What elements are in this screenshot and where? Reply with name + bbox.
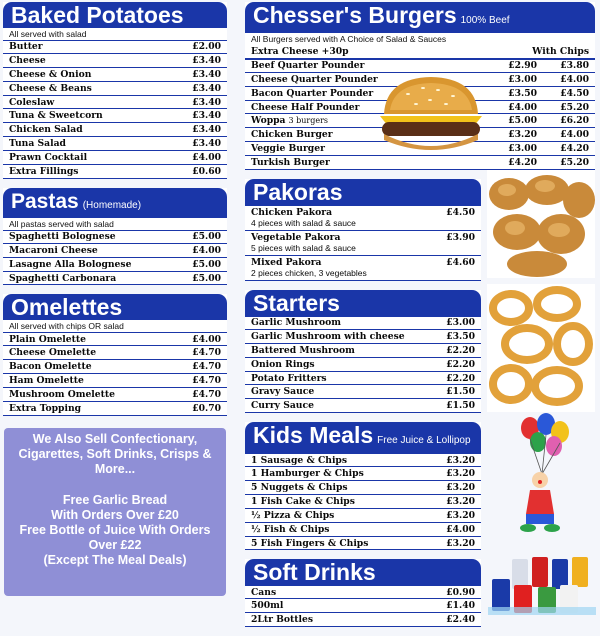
pakoras-section	[245, 179, 481, 281]
menu-item-row	[3, 258, 227, 272]
item-name: Cheese	[9, 54, 46, 66]
menu-item-row	[245, 316, 481, 330]
item-price: £5.00	[192, 258, 221, 270]
item-name: 5 Fish Fingers & Chips	[251, 537, 369, 549]
section-title: Pakoras	[245, 179, 481, 205]
item-name: Tuna Salad	[9, 138, 66, 150]
item-price: £4.00	[446, 523, 475, 535]
item-price: £1.50	[446, 400, 475, 412]
menu-item-row	[3, 388, 227, 402]
item-price: £3.20	[446, 509, 475, 521]
promo-line: (Except The Meal Deals)	[43, 553, 187, 567]
item-name: Bacon Quarter Pounder	[251, 87, 374, 99]
item-name: Onion Rings	[251, 358, 315, 370]
item-price: £3.50	[508, 87, 537, 99]
item-name: ½ Fish & Chips	[251, 523, 330, 535]
item-price: £3.20	[446, 468, 475, 480]
burger-row	[245, 156, 595, 170]
item-price: £1.40	[446, 600, 475, 612]
promo-lines-2	[4, 493, 226, 568]
item-price: £3.40	[192, 138, 221, 150]
burger-prices	[485, 157, 589, 168]
section-header	[3, 188, 227, 218]
section-note: All Burgers served with A Choice of Salad & Sauces	[251, 34, 447, 44]
item-price: £3.20	[446, 495, 475, 507]
burger-name-cell	[251, 129, 333, 140]
menu-item-row	[245, 509, 481, 523]
burger-name-cell	[251, 74, 378, 85]
promo-line: Cigarettes, Soft Drinks, Crisps &	[18, 447, 212, 461]
menu-item-row	[245, 495, 481, 509]
menu-item-row	[245, 385, 481, 399]
item-name: 1 Sausage & Chips	[251, 454, 348, 466]
item-price: £3.40	[192, 54, 221, 66]
item-name: 5 Nuggets & Chips	[251, 481, 348, 493]
item-price: £3.40	[192, 68, 221, 80]
item-name: Plain Omelette	[9, 333, 86, 345]
menu-item-row	[3, 40, 227, 54]
item-price: £0.90	[446, 586, 475, 598]
item-price: £2.20	[446, 372, 475, 384]
item-price-with-chips: £4.00	[560, 73, 589, 85]
section-subtitle: 100% Beef	[460, 15, 510, 26]
section-subtitle: Free Juice & Lollipop	[377, 435, 471, 447]
item-price-with-chips: £6.20	[560, 115, 589, 127]
item-detail: 3 burgers	[288, 116, 329, 126]
promo-line: More...	[94, 462, 136, 476]
item-name: Butter	[9, 41, 43, 53]
item-name: Veggie Burger	[251, 143, 325, 155]
item-price: £4.20	[508, 157, 537, 169]
item-price: £3.50	[446, 330, 475, 342]
promo-line: Free Bottle of Juice With Orders	[19, 523, 211, 537]
pakora-top	[251, 257, 475, 268]
item-price: £2.90	[508, 60, 537, 72]
item-name: Tuna & Sweetcorn	[9, 110, 103, 122]
item-name: Potato Fritters	[251, 372, 327, 384]
burger-prices	[485, 115, 589, 126]
item-price: £3.00	[446, 317, 475, 329]
promo-line: Over £22	[88, 538, 142, 552]
pakora-row	[245, 256, 481, 281]
item-name: Cheese Quarter Pounder	[251, 73, 378, 85]
menu-item-row	[3, 272, 227, 286]
burger-image	[378, 74, 484, 156]
item-name: Vegetable Pakora	[251, 232, 341, 244]
item-name: Battered Mushroom	[251, 344, 355, 356]
extra-cheese-label: Extra Cheese +30p	[251, 45, 349, 57]
menu-item-row	[245, 358, 481, 372]
item-price-with-chips: £4.00	[560, 129, 589, 141]
pakora-top	[251, 207, 475, 218]
section-note: All pastas served with salad	[9, 218, 114, 229]
menu-item-row	[245, 523, 481, 537]
item-price: £4.70	[192, 347, 221, 359]
menu-item-row	[245, 481, 481, 495]
menu-item-row	[245, 613, 481, 627]
menu-list	[3, 40, 227, 179]
section-title: Baked Potatoes	[3, 2, 227, 28]
starters-section	[245, 290, 481, 413]
clown-balloons-image	[510, 414, 580, 534]
item-name: Woppa	[251, 115, 286, 127]
item-price: £3.00	[508, 143, 537, 155]
menu-item-row	[3, 68, 227, 82]
burger-name-cell	[251, 157, 330, 168]
burger-name-cell	[251, 88, 373, 99]
item-name: Extra Fillings	[9, 165, 79, 177]
menu-item-row	[3, 230, 227, 244]
item-price: £2.20	[446, 358, 475, 370]
burger-prices	[485, 74, 589, 85]
menu-item-row	[245, 372, 481, 386]
section-note: All served with salad	[9, 29, 87, 39]
menu-item-row	[3, 54, 227, 68]
item-name: Lasagne Alla Bolognese	[9, 258, 132, 270]
item-name: 1 Hamburger & Chips	[251, 468, 364, 480]
section-title: Soft Drinks	[245, 559, 481, 585]
item-price: £3.20	[446, 454, 475, 466]
pakora-image	[487, 170, 595, 278]
soft-drinks-section	[245, 559, 481, 627]
item-price: £5.00	[508, 115, 537, 127]
menu-list	[245, 585, 481, 627]
menu-item-row	[3, 96, 227, 110]
item-price: £4.70	[192, 388, 221, 400]
burger-header-row	[245, 45, 595, 59]
menu-item-row	[3, 137, 227, 151]
item-price: £2.00	[192, 41, 221, 53]
section-title: Chesser's Burgers	[253, 2, 457, 28]
item-price-with-chips: £5.20	[560, 157, 589, 169]
item-name: Bacon Omelette	[9, 361, 92, 373]
item-name: Ham Omelette	[9, 375, 84, 387]
burger-prices	[485, 88, 589, 99]
item-name: Macaroni Cheese	[9, 244, 98, 256]
item-name: 1 Fish Cake & Chips	[251, 495, 355, 507]
item-price: £4.00	[192, 333, 221, 345]
item-price: £1.50	[446, 386, 475, 398]
section-note: All served with chips OR salad	[9, 321, 124, 332]
menu-item-row	[245, 453, 481, 467]
item-price: £5.00	[192, 231, 221, 243]
item-price: £3.20	[508, 129, 537, 141]
item-price: £3.90	[446, 232, 475, 244]
item-price: £3.20	[446, 481, 475, 493]
item-price: £0.70	[192, 402, 221, 414]
menu-item-row	[245, 330, 481, 344]
menu-item-row	[3, 374, 227, 388]
burger-prices	[485, 102, 589, 113]
item-name: Curry Sauce	[251, 400, 314, 412]
item-description: 2 pieces chicken, 3 vegetables	[251, 268, 367, 279]
menu-item-row	[245, 467, 481, 481]
promo-box	[4, 428, 226, 596]
menu-list	[3, 230, 227, 286]
item-name: Beef Quarter Pounder	[251, 60, 365, 72]
burger-name-cell	[251, 60, 364, 71]
item-name: 500ml	[251, 600, 284, 612]
item-name: Spaghetti Bolognese	[9, 231, 116, 243]
omelettes-section	[3, 294, 227, 415]
burger-prices	[485, 143, 589, 154]
menu-list	[245, 316, 481, 413]
pakora-list	[245, 205, 481, 281]
menu-item-row	[3, 244, 227, 258]
item-price: £4.00	[192, 244, 221, 256]
promo-line: We Also Sell Confectionary,	[32, 432, 198, 446]
section-title: Starters	[245, 290, 481, 316]
menu-item-row	[245, 585, 481, 599]
menu-item-row	[3, 82, 227, 96]
section-title: Omelettes	[3, 294, 227, 320]
promo-line: With Orders Over £20	[51, 508, 179, 522]
section-header	[245, 2, 595, 33]
baked-potatoes-section	[3, 2, 227, 179]
burger-name-cell	[251, 143, 325, 154]
burger-row	[245, 59, 595, 73]
item-price: £0.60	[192, 165, 221, 177]
item-price: £3.40	[192, 82, 221, 94]
item-description: 4 pieces with salad & sauce	[251, 218, 356, 229]
item-name: Cheese Omelette	[9, 347, 97, 359]
item-price: £2.20	[446, 344, 475, 356]
burger-prices	[485, 60, 589, 71]
pakora-row	[245, 205, 481, 231]
pakora-row	[245, 231, 481, 256]
menu-item-row	[245, 599, 481, 613]
item-price: £4.70	[192, 375, 221, 387]
menu-item-row	[3, 109, 227, 123]
menu-list	[3, 332, 227, 415]
promo-line: Free Garlic Bread	[62, 493, 168, 507]
item-price-with-chips: £4.20	[560, 143, 589, 155]
left-column	[3, 2, 227, 425]
burger-name-cell	[251, 115, 328, 126]
item-name: Spaghetti Carbonara	[9, 272, 117, 284]
item-name: Mixed Pakora	[251, 257, 322, 269]
menu-item-row	[245, 344, 481, 358]
item-description: 5 pieces with salad & sauce	[251, 243, 356, 254]
burger-name-cell	[251, 102, 359, 113]
burger-prices	[485, 129, 589, 140]
menu-list	[245, 453, 481, 550]
item-name: Prawn Cocktail	[9, 152, 88, 164]
menu-item-row	[3, 402, 227, 416]
item-name: Chicken Burger	[251, 129, 333, 141]
cans-image	[488, 555, 596, 615]
menu-item-row	[3, 360, 227, 374]
item-price: £4.60	[446, 257, 475, 269]
item-price: £5.00	[192, 272, 221, 284]
item-name: Coleslaw	[9, 96, 55, 108]
promo-lines-1	[4, 432, 226, 477]
pakora-top	[251, 232, 475, 243]
item-price: £4.00	[508, 101, 537, 113]
item-name: Cans	[251, 586, 277, 598]
item-price: £3.00	[508, 73, 537, 85]
menu-item-row	[3, 346, 227, 360]
menu-item-row	[3, 151, 227, 165]
menu-item-row	[3, 123, 227, 137]
section-subtitle: (Homemade)	[82, 199, 142, 211]
onion-rings-image	[487, 284, 595, 412]
item-price-with-chips: £3.80	[560, 60, 589, 72]
menu-item-row	[245, 537, 481, 551]
item-name: Garlic Mushroom	[251, 317, 341, 329]
item-name: Cheese Half Pounder	[251, 101, 360, 113]
item-name: 2Ltr Bottles	[251, 614, 314, 626]
pastas-section	[3, 188, 227, 286]
section-title: Kids Meals	[253, 422, 374, 449]
item-price: £4.00	[192, 152, 221, 164]
item-name: Cheese & Beans	[9, 82, 92, 94]
menu-item-row	[245, 399, 481, 413]
item-price: £3.20	[446, 537, 475, 549]
item-name: Chicken Pakora	[251, 207, 333, 219]
item-name: Mushroom Omelette	[9, 388, 115, 400]
item-name: Garlic Mushroom with cheese	[251, 330, 405, 342]
item-price: £2.40	[446, 614, 475, 626]
section-header	[245, 422, 481, 453]
menu-item-row	[3, 165, 227, 179]
item-name: Extra Topping	[9, 402, 82, 414]
kids-meals-section	[245, 422, 481, 550]
item-name: Cheese & Onion	[9, 68, 92, 80]
item-name: ½ Pizza & Chips	[251, 509, 335, 521]
item-price-with-chips: £4.50	[560, 87, 589, 99]
item-price-with-chips: £5.20	[560, 101, 589, 113]
item-price: £3.40	[192, 96, 221, 108]
with-chips-label: With Chips	[532, 45, 589, 57]
item-price: £4.70	[192, 361, 221, 373]
menu-item-row	[3, 332, 227, 346]
item-price: £4.50	[446, 207, 475, 219]
item-name: Turkish Burger	[251, 157, 330, 169]
item-price: £3.40	[192, 124, 221, 136]
item-name: Chicken Salad	[9, 124, 83, 136]
item-name: Gravy Sauce	[251, 386, 315, 398]
section-title: Pastas	[11, 189, 79, 213]
item-price: £3.40	[192, 110, 221, 122]
